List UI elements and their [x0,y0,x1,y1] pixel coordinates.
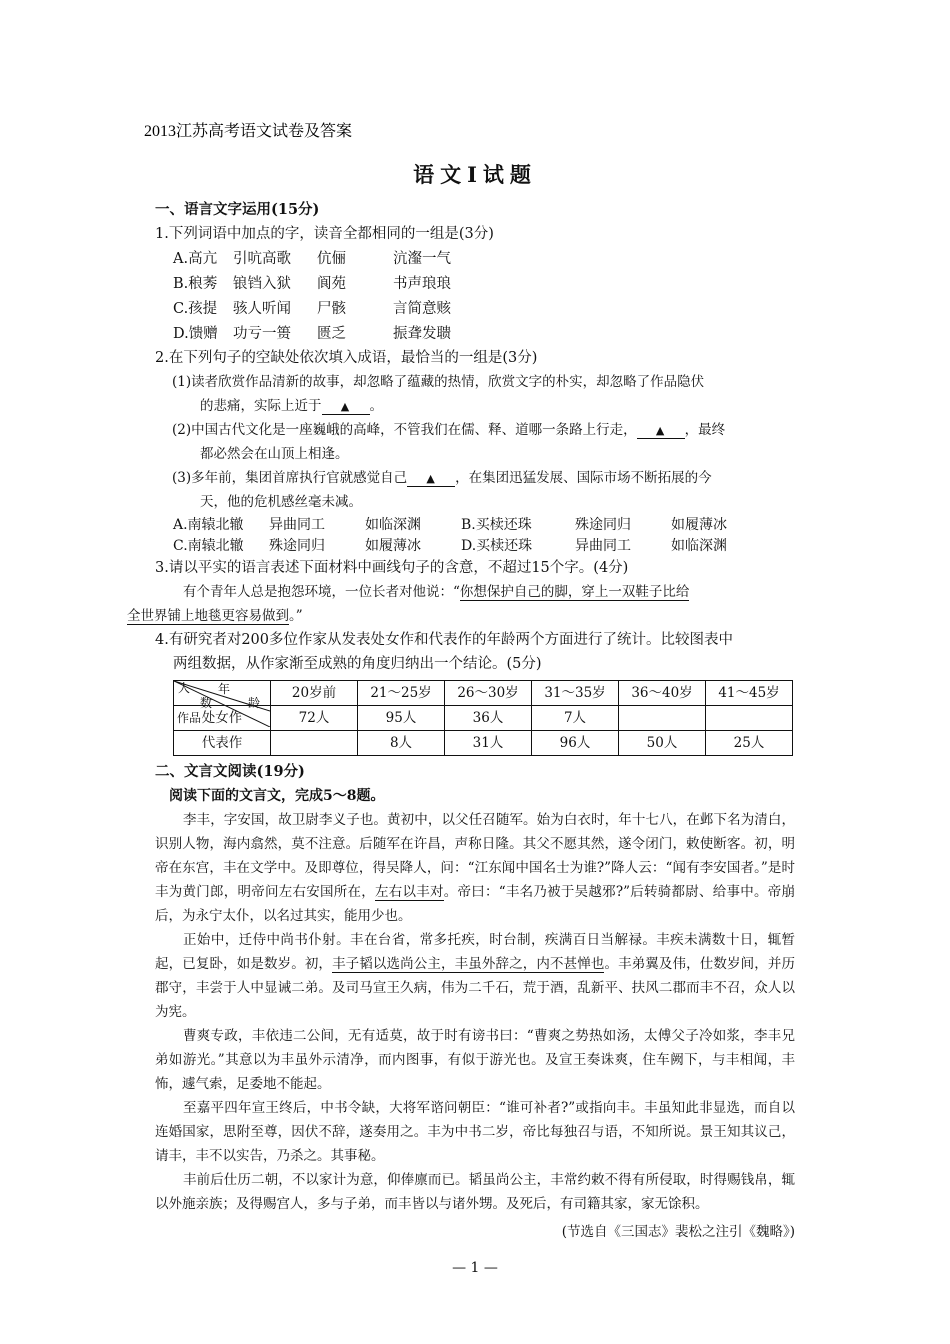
option-word: 伉俪 [317,250,346,267]
table-cell: 72人 [271,706,358,731]
question-1-options [173,246,795,346]
table-header-cell: 36～40岁 [619,681,706,706]
option-word: 振聋发聩 [393,325,451,342]
table-cell: 7人 [532,706,619,731]
table-cell: 96人 [532,731,619,756]
question-3-stem: 3.请以平实的语言表述下面材料中画线句子的含意，不超过15个字。(4分) [155,560,629,576]
reading-instruction: 阅读下面的文言文，完成5～8题。 [169,788,385,804]
table-row-label: 处女作 [174,706,271,731]
table-header-cell: 41～45岁 [706,681,793,706]
option-word: 书声琅琅 [393,275,451,292]
question-3-material: 有个青年人总是抱怨环境，一位长者对他说：“你想保护自己的脚，穿上一双鞋子比给 全世界铺上地毯更容易做到。” [127,584,690,624]
passage-source: (节选自《三国志》裴松之注引《魏略》) [561,1224,795,1240]
age-statistics-table [173,680,793,756]
table-diagonal-header: 人 年 数 龄 作品 [174,681,271,706]
table-cell [271,731,358,756]
section-heading-1: 一、语言文字运用(15分) [155,201,320,218]
table-row-label: 代表作 [174,731,271,756]
option-word: 匮乏 [317,325,346,342]
table-cell: 95人 [358,706,445,731]
table-cell: 8人 [358,731,445,756]
option-word: D.馈赠 [173,325,218,342]
option-row-d [173,321,795,346]
option-word: B.稂莠 [173,275,218,292]
option-word: 引吭高歌 [233,250,291,267]
table-cell [706,706,793,731]
exam-sheet [127,160,796,1280]
underlined-sentence: 丰子韬以选尚公主，丰虽外辞之，内不甚惮也 [332,956,605,972]
table-cell [619,706,706,731]
table-header-cell: 26～30岁 [445,681,532,706]
answer-blank: ▲ [637,424,685,439]
passage-paragraph-5: 丰前后仕历二朝，不以家计为意，仰俸廪而已。韬虽尚公主，丰常约敕不得有所侵取，时得赐钱帛，辄以外施亲族；及得赐宫人，多与子弟，而丰皆以与诸外甥。及死后，有司籍其家，家无馀积。 [155,1172,795,1212]
question-2-sentence-3: (3)多年前，集团首席执行官就感觉自己 ▲ ，在集团迅猛发展、国际市场不断拓展的今 天，他的危机感丝毫未减。 [172,470,712,510]
option-word: A.高亢 [173,250,218,267]
passage-paragraph-3: 曹爽专政，丰依违二公间，无有适莫，故于时有谤书曰：“曹爽之势热如汤，太傅父子冷如浆，李丰兄弟如游光。”其意以为丰虽外示清净，而内图事，有似于游光也。及宣王奏诛爽，住车阙下，与丰相闻，丰怖，遽气索，足委地不能起。 [155,1028,795,1092]
option-row-a [173,246,795,271]
question-2-stem: 2.在下列句子的空缺处依次填入成语，最恰当的一组是(3分) [155,350,538,366]
option-row-c [173,296,795,321]
underlined-sentence: 你想保护自己的脚，穿上一双鞋子比给 [459,584,690,600]
page-number: — 1 — [452,1260,498,1276]
question-1-stem: 1.下列词语中加点的字，读音全都相同的一组是(3分) [155,226,494,242]
underlined-sentence: 左右以丰对 [374,884,444,900]
option-word: 阆苑 [317,275,346,292]
exam-title: 语文Ⅰ试题 [413,162,537,187]
table-header-cell: 20岁前 [271,681,358,706]
table-header-cell: 21～25岁 [358,681,445,706]
question-2-choices-cd: C.南辕北辙 殊途同归 如履薄冰 D.买椟还珠 异曲同工 如临深渊 [173,537,727,554]
option-word: 骇人听闻 [233,300,291,317]
option-row-b [173,271,795,296]
option-word: 尸骸 [317,300,346,317]
option-word: 功亏一篑 [233,325,291,342]
passage-paragraph-1: 李丰，字安国，故卫尉李义子也。黄初中，以父任召随军。始为白衣时，年十七八，在邺下名为清白，识别人物，海内翕然，莫不注意。后随军在许昌，声称日隆。其父不愿其然，遂令闭门，敕使断客。初，明帝在东宫，丰在文学中。及即尊位，得吴降人，问：“江东闻中国名士为谁?”降人云：“闻有李安国者。”是时丰为黄门郎，明帝问左右安国所在，左右以丰对。帝曰：“丰名乃被于吴越邪?”后转骑都尉、给事中。帝崩后，为永宁太仆，以名过其实，能用少也。 [155,812,795,924]
document-title: 2013江苏高考语文试卷及答案 [144,123,353,140]
table-cell: 50人 [619,731,706,756]
question-2-sentence-1: (1)读者欣赏作品清新的故事，却忽略了蕴藏的热情，欣赏文字的朴实，却忽略了作品隐伏 的悲痛，实际上近于 ▲ 。 [172,374,705,414]
table-cell: 36人 [445,706,532,731]
passage-paragraph-4: 至嘉平四年宣王终后，中书令缺，大将军谘问朝臣：“谁可补者?”或指向丰。丰虽知此非显选，而自以连婚国家，思附至尊，因伏不辞，遂奏用之。丰为中书二岁，帝比每独召与语，不知所说。景王知其议己，请丰，丰不以实告，乃杀之。其事秘。 [155,1100,795,1164]
option-word: 言简意赅 [393,300,451,317]
answer-blank: ▲ [407,472,455,487]
table-cell: 25人 [706,731,793,756]
table-header-cell: 31～35岁 [532,681,619,706]
underlined-sentence: 全世界铺上地毯更容易做到 [127,608,289,624]
passage-paragraph-2: 正始中，迁侍中尚书仆射。丰在台省，常多托疾，时台制，疾满百日当解禄。丰疾未满数十日，辄暂起，已复卧，如是数岁。初，丰子韬以选尚公主，丰虽外辞之，内不甚惮也。丰弟翼及伟，仕数岁间，并历郡守，丰尝于人中显诫二弟。及司马宣王久病，伟为二千石，荒于酒，乱新平、扶风二郡而丰不召，众人以为宪。 [155,932,796,1020]
option-word: 沆瀣一气 [393,250,451,267]
table-cell: 31人 [445,731,532,756]
section-heading-2: 二、文言文阅读(19分) [155,763,305,780]
option-word: 锒铛入狱 [233,275,291,292]
table-header-row [174,681,793,706]
question-4-stem: 4.有研究者对200多位作家从发表处女作和代表作的年龄两个方面进行了统计。比较图表中 两组数据，从作家渐至成熟的角度归纳出一个结论。(5分) [155,632,734,672]
option-word: C.孩提 [173,300,218,317]
question-2-sentence-2: (2)中国古代文化是一座巍峨的高峰，不管我们在儒、释、道哪一条路上行走， ▲ ，最终 都必然会在山顶上相逢。 [172,422,726,462]
table-row [174,731,793,756]
answer-blank: ▲ [322,400,370,415]
question-2-choices-ab: A.南辕北辙 异曲同工 如临深渊 B.买椟还珠 殊途同归 如履薄冰 [173,516,727,533]
